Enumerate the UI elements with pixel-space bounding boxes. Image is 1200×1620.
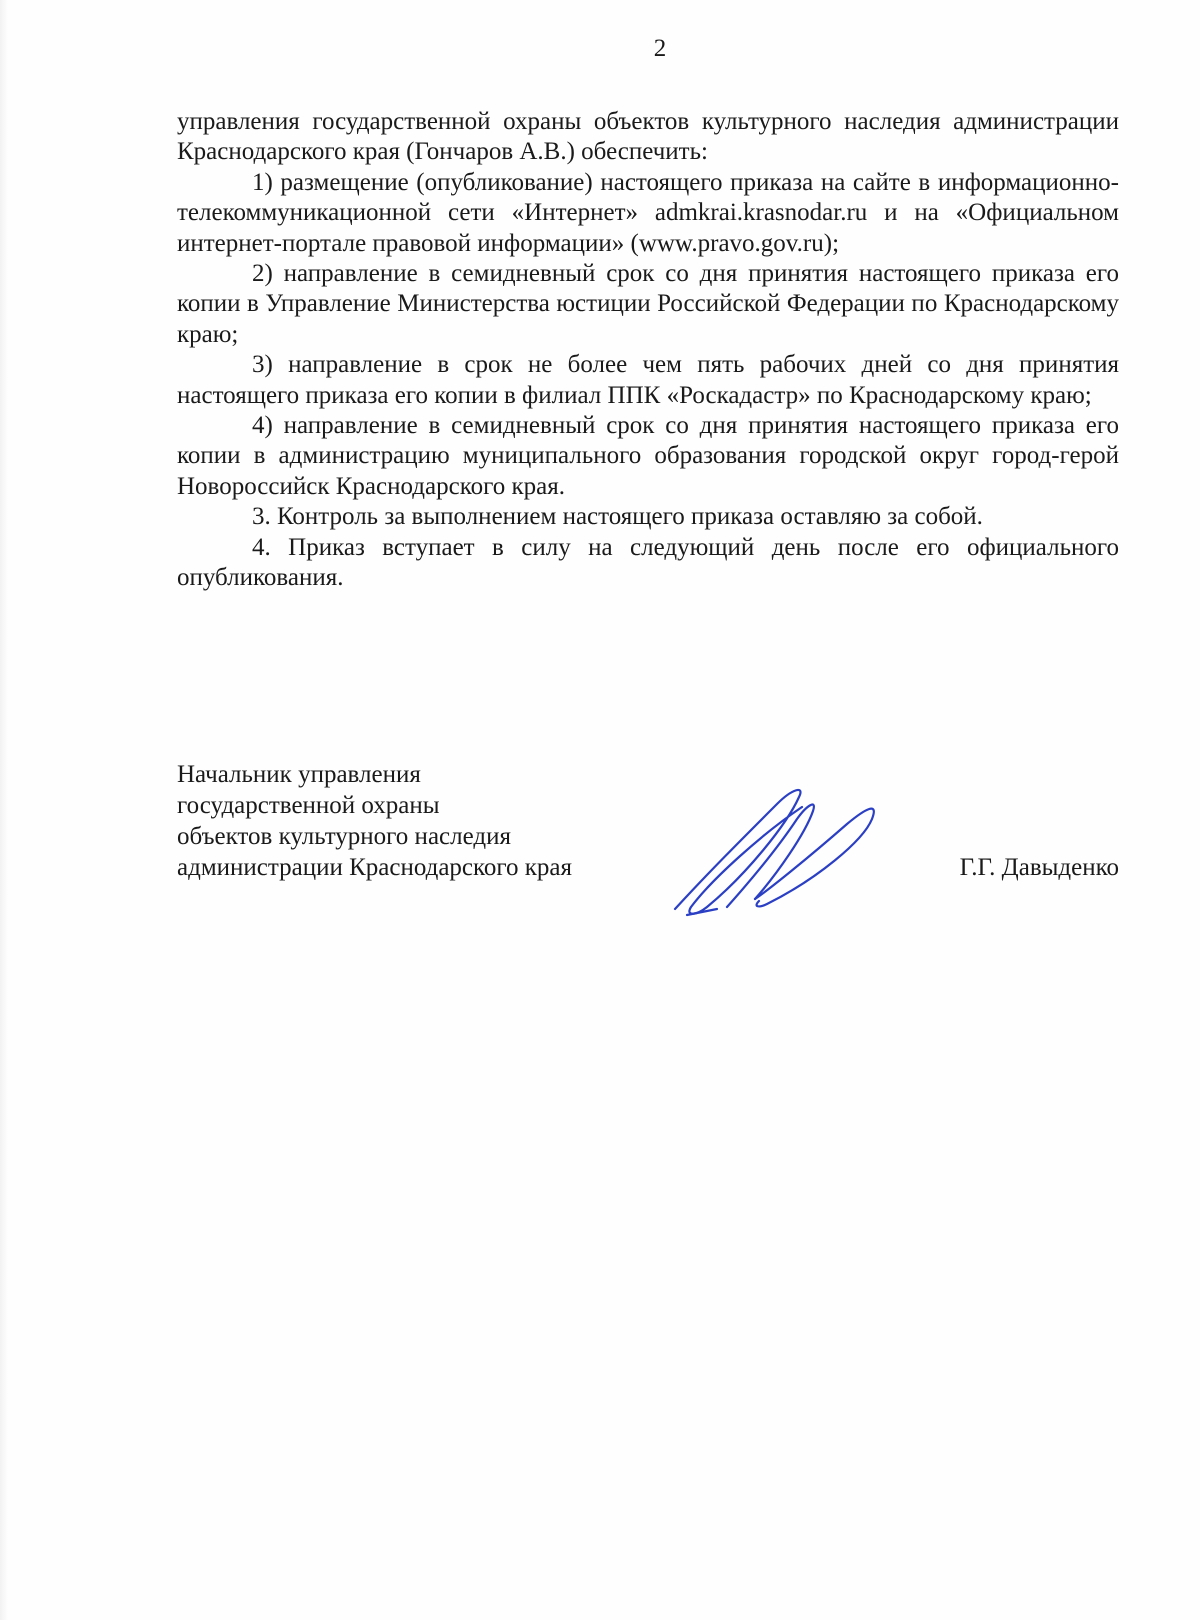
signer-name: Г.Г. Давыденко (959, 854, 1119, 881)
paragraph-continuation: управления государственной охраны объектов культурного наследия администрации Краснодарского края (Гончаров А.В.) обеспечить: (177, 108, 1119, 166)
paragraph-item-4: 4) направление в семидневный срок со дня принятия настоящего приказа его копии в администрацию муниципального образования городской округ город-герой Новороссийск Краснодарского края. (177, 412, 1119, 500)
handwritten-signature (667, 779, 882, 919)
paragraph-item-3: 3) направление в срок не более чем пять рабочих дней со дня принятия настоящего приказа его копии в филиал ППК «Роскадастр» по Краснодарскому краю; (177, 351, 1119, 409)
paragraph-clause-3: 3. Контроль за выполнением настоящего приказа оставляю за собой. (252, 503, 983, 531)
position-line: государственной охраны (177, 792, 440, 819)
position-line: Начальник управления (177, 761, 421, 788)
position-line: администрации Краснодарского края (177, 854, 573, 881)
paragraph-clause-4: 4. Приказ вступает в силу на следующий день после его официального опубликования. (177, 533, 1119, 592)
paragraph-item-1: 1) размещение (опубликование) настоящего приказа на сайте в информационно-телекоммуникационной сети «Интернет» admkrai.krasnodar.ru и на «Официальном интернет-портале правовой информации» (www.pravo.gov.ru); (177, 168, 1119, 257)
document-body (177, 107, 1119, 594)
position-line: объектов культурного наследия (177, 823, 511, 850)
scan-edge-shadow (0, 0, 8, 1620)
signature-block (177, 759, 1119, 919)
page-number: 2 (653, 35, 667, 62)
signature-stroke (755, 809, 874, 907)
signer-position (177, 759, 572, 883)
paragraph-item-2: 2) направление в семидневный срок со дня принятия настоящего приказа его копии в Управление Министерства юстиции Российской Федерации по Краснодарскому краю; (177, 260, 1119, 348)
